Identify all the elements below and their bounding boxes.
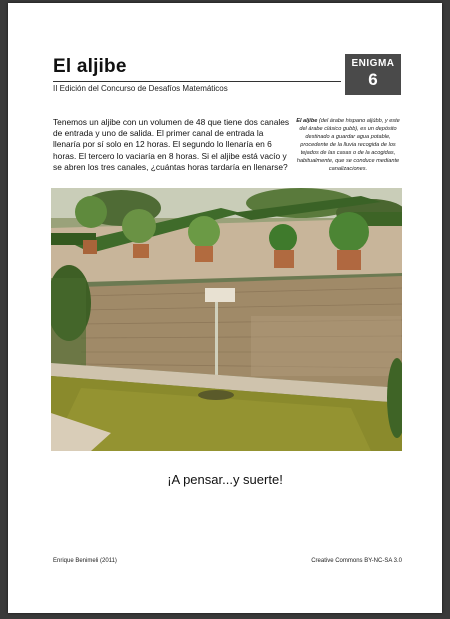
enigma-label: ENIGMA xyxy=(351,58,395,69)
cistern-photo xyxy=(51,188,402,451)
definition-term: El aljibe xyxy=(296,118,318,124)
document-page xyxy=(8,3,442,613)
problem-text: Tenemos un aljibe con un volumen de 48 que tiene dos canales de entrada y uno de salida. El primer canal de entrada la llenaría por sí solo en 12 horas. El segundo lo llenaría en 6 horas. El tercero lo vaciaría en 8 horas. Si el aljibe está vacío y se abren los tres canales, ¿cuántas horas tardaría en llenarse? xyxy=(53,117,290,172)
title-rule xyxy=(53,81,341,82)
definition-note xyxy=(294,117,402,173)
footer-author: Enrique Benimeli (2011) xyxy=(53,558,117,564)
motto: ¡A pensar...y suerte! xyxy=(167,472,283,487)
enigma-badge xyxy=(345,54,401,95)
definition-text: (del árabe hispano aljúbb, y este del árabe clásico gubb), es un depósito destinado a guardar agua potable, procedente de la lluvia recogida de los tejados de las casas o de la acogidas, habitualmente, que se conduce mediante canalizaciones. xyxy=(296,118,400,172)
enigma-number: 6 xyxy=(368,70,378,89)
page-subtitle: II Edición del Concurso de Desafíos Matemáticos xyxy=(53,84,228,93)
cistern-photo-illustration xyxy=(51,188,402,451)
page-title: El aljibe xyxy=(53,56,127,77)
footer-license: Creative Commons BY-NC-SA 3.0 xyxy=(311,558,402,564)
